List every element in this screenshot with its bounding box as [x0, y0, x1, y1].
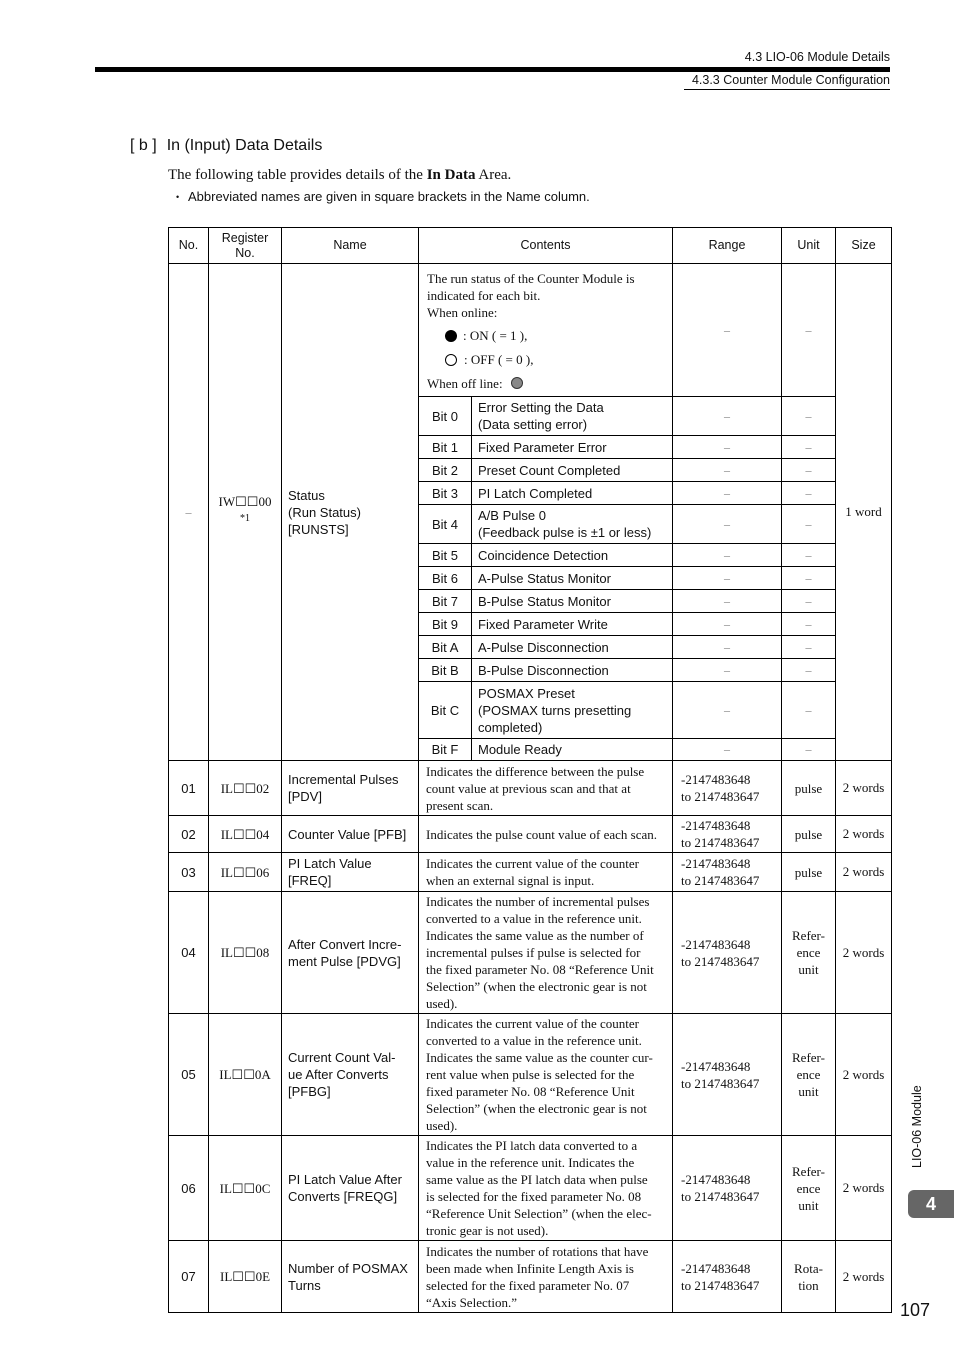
row-unit: pulse: [782, 853, 836, 892]
row-register: IL☐☐0E: [209, 1241, 282, 1313]
row-range: -2147483648 to 2147483647: [673, 1136, 782, 1241]
bit-label: Bit 4: [419, 505, 472, 543]
bit-description: A/B Pulse 0 (Feedback pulse is ±1 or less): [478, 508, 652, 540]
bit-unit: –: [782, 505, 836, 544]
row-size: 2 words: [836, 816, 892, 853]
section-bracket: [ b ]: [130, 137, 157, 154]
bit-label: Bit 0: [419, 397, 472, 435]
bit-unit: –: [782, 636, 836, 659]
bit-description: Coincidence Detection: [478, 547, 609, 563]
bullet-note: [176, 189, 590, 204]
bit-label: Bit A: [419, 636, 472, 658]
status-register: IW☐☐00 $^{*1}$: [209, 264, 282, 761]
bit-range: –: [673, 505, 782, 544]
bit-label: Bit 9: [419, 613, 472, 635]
bit-description: Fixed Parameter Write: [478, 616, 608, 632]
row-range: -2147483648 to 2147483647: [673, 816, 782, 853]
header-size: Size: [836, 228, 892, 264]
row-name: Number of POSMAX Turns: [282, 1241, 419, 1313]
bit-unit: –: [782, 659, 836, 682]
bit-unit: –: [782, 544, 836, 567]
bit-unit: –: [782, 739, 836, 761]
row-name: PI Latch Value After Converts [FREQG]: [282, 1136, 419, 1241]
row-contents: Indicates the number of incremental pulses converted to a value in the reference unit. Indicates the same value as the number of incremental pulses if pulse is selected for the fixed parameter No. 08 “Reference Unit Selection” (when the electronic gear is not used).: [419, 892, 673, 1014]
bit-unit: –: [782, 459, 836, 482]
status-name: Status (Run Status) [RUNSTS]: [282, 264, 419, 761]
intro-after: Area.: [475, 167, 512, 183]
row-unit: Rota- tion: [782, 1241, 836, 1313]
row-no: 02: [169, 816, 209, 853]
section-title: [130, 137, 322, 155]
row-name: Counter Value [PFB]: [282, 816, 419, 853]
row-unit: Refer- ence unit: [782, 1014, 836, 1136]
bullet-marker: •: [176, 192, 180, 202]
bit-range: –: [673, 636, 782, 659]
bit-label: Bit F: [419, 739, 472, 760]
header-rule: [95, 67, 890, 72]
bit-label: Bit 6: [419, 567, 472, 589]
row-size: 2 words: [836, 1241, 892, 1313]
status-row: [169, 264, 892, 397]
bit-cell: [419, 397, 673, 436]
row-contents: Indicates the PI latch data converted to a value in the reference unit. Indicates the same value as the PI latch data when pulse is selected for the fixed parameter No. 08 “Reference Unit Selection” (when the elec- tronic gear is not used).: [419, 1136, 673, 1241]
bit-label: Bit B: [419, 659, 472, 681]
row-register: IL☐☐04: [209, 816, 282, 853]
bit-range: –: [673, 544, 782, 567]
bit-description: POSMAX Preset (POSMAX turns presetting completed): [478, 685, 632, 735]
bit-label: Bit 2: [419, 459, 472, 481]
bit-range: –: [673, 613, 782, 636]
header-no: No.: [169, 228, 209, 264]
bit-description: Error Setting the Data (Data setting error): [478, 400, 604, 432]
table-row: [169, 761, 892, 816]
header-subrule: [684, 89, 890, 90]
row-no: 05: [169, 1014, 209, 1136]
bit-cell: [419, 659, 673, 682]
bit-range: –: [673, 590, 782, 613]
bit-unit: –: [782, 613, 836, 636]
bit-cell: [419, 436, 673, 459]
bullet-text: Abbreviated names are given in square brackets in the Name column.: [188, 189, 590, 204]
intro-before: The following table provides details of the: [168, 167, 427, 183]
row-no: 04: [169, 892, 209, 1014]
bit-description: Fixed Parameter Error: [478, 439, 607, 455]
empty-circle-icon: [445, 354, 457, 366]
row-contents: Indicates the difference between the pulse count value at previous scan and that at present scan.: [419, 761, 673, 816]
filled-circle-icon: [445, 330, 457, 342]
table-row: [169, 1014, 892, 1136]
row-register: IL☐☐0C: [209, 1136, 282, 1241]
bit-range: –: [673, 682, 782, 739]
row-unit: pulse: [782, 816, 836, 853]
bit-range: –: [673, 482, 782, 505]
bit-range: –: [673, 739, 782, 761]
status-desc-3: When online:: [427, 305, 498, 320]
bit-unit: –: [782, 590, 836, 613]
bit-range: –: [673, 459, 782, 482]
header-register: Register No.: [209, 228, 282, 264]
row-register: IL☐☐0A: [209, 1014, 282, 1136]
table-row: [169, 892, 892, 1014]
bit-cell: [419, 739, 673, 761]
bit-label: Bit 7: [419, 590, 472, 612]
bit-label: Bit 3: [419, 482, 472, 504]
row-name: PI Latch Value [FREQ]: [282, 853, 419, 892]
status-desc-2: indicated for each bit.: [427, 288, 541, 303]
row-name: After Convert Incre- ment Pulse [PDVG]: [282, 892, 419, 1014]
row-unit: Refer- ence unit: [782, 1136, 836, 1241]
status-size: 1 word: [836, 264, 892, 761]
bit-unit: –: [782, 397, 836, 436]
bit-cell: [419, 590, 673, 613]
legend-offline: When off line:: [427, 375, 664, 392]
bit-cell: [419, 613, 673, 636]
side-label: LIO-06 Module: [910, 1085, 924, 1168]
bit-unit: –: [782, 436, 836, 459]
row-size: 2 words: [836, 761, 892, 816]
table-row: [169, 816, 892, 853]
row-no: 06: [169, 1136, 209, 1241]
header-name: Name: [282, 228, 419, 264]
row-register: IL☐☐06: [209, 853, 282, 892]
bit-range: –: [673, 567, 782, 590]
section-text: In (Input) Data Details: [166, 137, 323, 154]
row-name: Current Count Val- ue After Converts [PFBG]: [282, 1014, 419, 1136]
row-no: 01: [169, 761, 209, 816]
row-size: 2 words: [836, 1136, 892, 1241]
row-contents: Indicates the number of rotations that have been made when Infinite Length Axis is selected for the fixed parameter No. 07 “Axis Selection.”: [419, 1241, 673, 1313]
row-no: 03: [169, 853, 209, 892]
bit-cell: [419, 544, 673, 567]
table-header-row: [169, 228, 892, 264]
header-unit: Unit: [782, 228, 836, 264]
status-desc-1: The run status of the Counter Module is: [427, 271, 635, 286]
row-unit: Refer- ence unit: [782, 892, 836, 1014]
table-row: [169, 853, 892, 892]
bit-range: –: [673, 397, 782, 436]
row-size: 2 words: [836, 1014, 892, 1136]
bit-description: A-Pulse Status Monitor: [478, 570, 611, 586]
row-range: -2147483648 to 2147483647: [673, 1014, 782, 1136]
row-unit: pulse: [782, 761, 836, 816]
row-register: IL☐☐02: [209, 761, 282, 816]
legend-on: : ON ( = 1 ),: [445, 327, 664, 344]
status-unit: –: [782, 264, 836, 397]
table-row: [169, 1136, 892, 1241]
row-size: 2 words: [836, 853, 892, 892]
row-register: IL☐☐08: [209, 892, 282, 1014]
header-contents: Contents: [419, 228, 673, 264]
bit-description: A-Pulse Disconnection: [478, 639, 609, 655]
bit-range: –: [673, 659, 782, 682]
row-range: -2147483648 to 2147483647: [673, 892, 782, 1014]
row-contents: Indicates the current value of the counter converted to a value in the reference unit. Indicates the same value as the counter cur- rent value when pulse is selected for the fixed parameter No. 08 “Reference Unit Selection” (when the electronic gear is not used).: [419, 1014, 673, 1136]
row-contents: Indicates the pulse count value of each scan.: [419, 816, 673, 853]
row-size: 2 words: [836, 892, 892, 1014]
header-section: 4.3 LIO-06 Module Details: [744, 50, 890, 64]
bit-cell: [419, 505, 673, 544]
row-contents: Indicates the current value of the counter when an external signal is input.: [419, 853, 673, 892]
intro-bold: In Data: [426, 167, 476, 183]
row-range: -2147483648 to 2147483647: [673, 761, 782, 816]
bit-label: Bit C: [419, 682, 472, 738]
bit-label: Bit 1: [419, 436, 472, 458]
legend-off: : OFF ( = 0 ),: [445, 351, 664, 368]
intro-text: [168, 167, 511, 184]
bit-unit: –: [782, 567, 836, 590]
status-range: –: [673, 264, 782, 397]
bit-description: PI Latch Completed: [478, 485, 593, 501]
bit-unit: –: [782, 682, 836, 739]
page-number: 107: [899, 1300, 930, 1320]
bit-description: B-Pulse Disconnection: [478, 662, 609, 678]
header-range: Range: [673, 228, 782, 264]
table-row: [169, 1241, 892, 1313]
row-name: Incremental Pulses [PDV]: [282, 761, 419, 816]
bit-description: Module Ready: [478, 742, 562, 757]
row-no: 07: [169, 1241, 209, 1313]
gray-circle-icon: [511, 377, 523, 389]
bit-cell: [419, 636, 673, 659]
chapter-tab: 4: [908, 1190, 954, 1218]
status-no: –: [169, 264, 209, 761]
row-range: -2147483648 to 2147483647: [673, 853, 782, 892]
header-subsection: 4.3.3 Counter Module Configuration: [691, 73, 890, 87]
bit-description: B-Pulse Status Monitor: [478, 593, 611, 609]
bit-unit: –: [782, 482, 836, 505]
bit-range: –: [673, 436, 782, 459]
row-range: -2147483648 to 2147483647: [673, 1241, 782, 1313]
bit-cell: [419, 682, 673, 739]
bit-label: Bit 5: [419, 544, 472, 566]
bit-cell: [419, 482, 673, 505]
in-data-table: [168, 227, 892, 1313]
bit-description: Preset Count Completed: [478, 462, 621, 478]
status-description: [419, 264, 673, 397]
bit-cell: [419, 567, 673, 590]
bit-cell: [419, 459, 673, 482]
